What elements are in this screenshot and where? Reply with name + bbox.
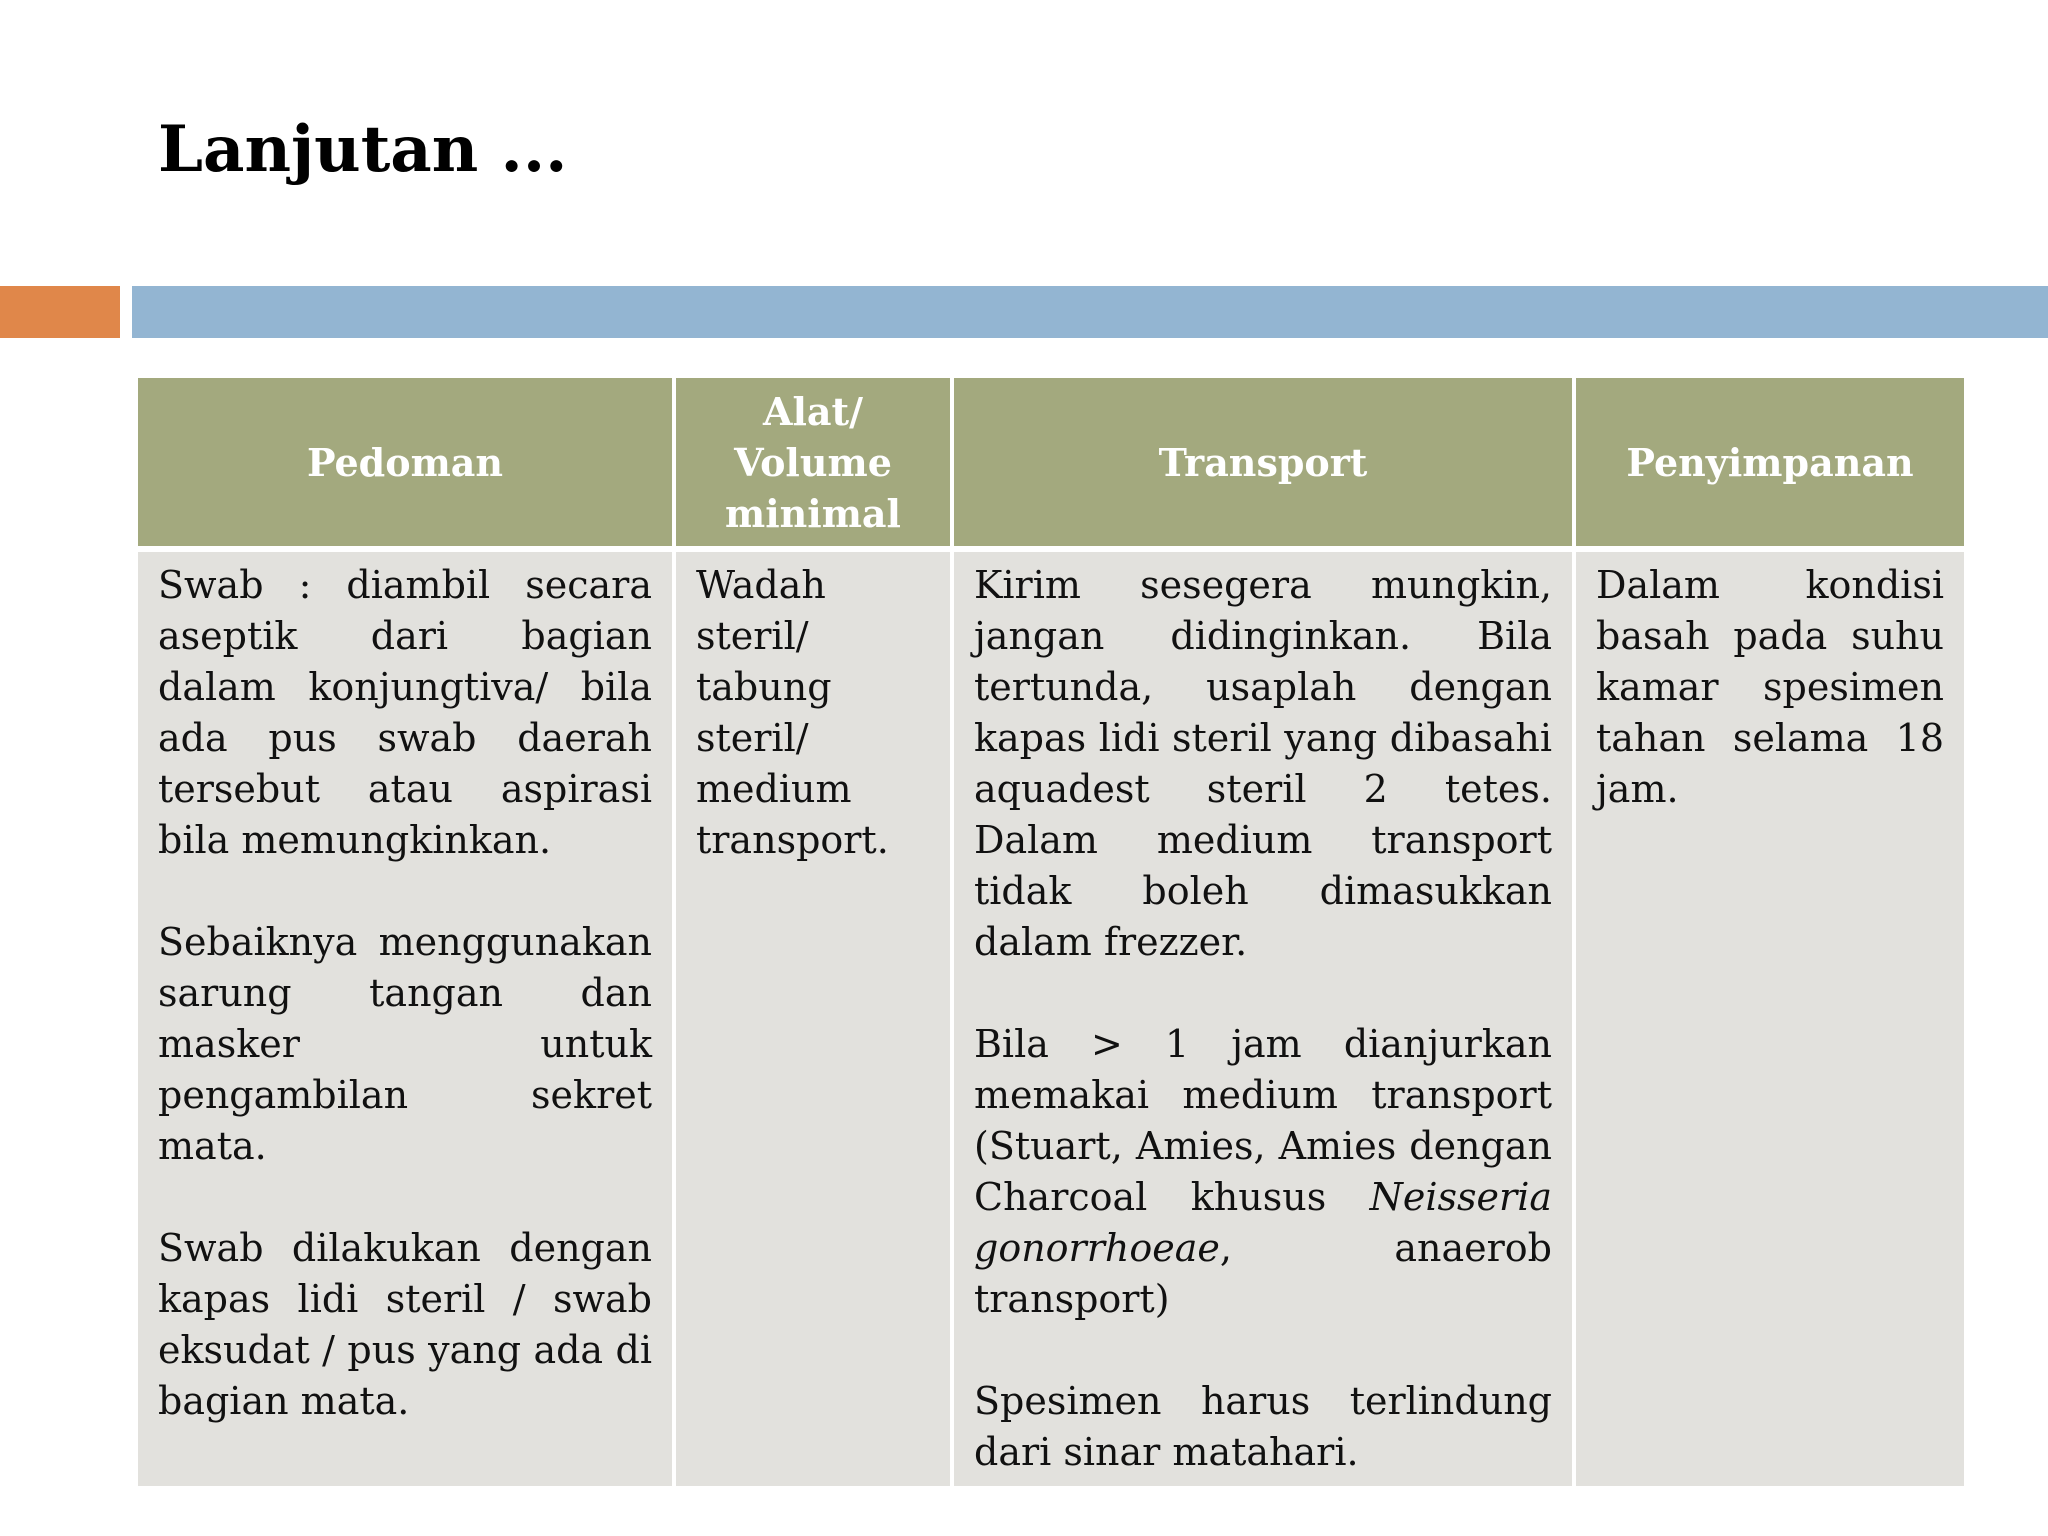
header-alat-line-1: Alat/ xyxy=(763,388,863,434)
guideline-table xyxy=(134,372,1968,1492)
header-alat-volume xyxy=(676,378,950,546)
pedoman-paragraph-2: Sebaiknya menggunakan sarung tangan dan masker untuk pengambilan sekret mata. xyxy=(158,920,652,1168)
accent-bar-orange xyxy=(0,286,120,338)
page-title: Lanjutan ... xyxy=(158,112,568,187)
header-penyimpanan: Penyimpanan xyxy=(1576,378,1964,546)
accent-bar-blue xyxy=(132,286,2048,338)
cell-alat-volume xyxy=(676,552,950,1486)
header-transport: Transport xyxy=(954,378,1572,546)
table-header-row xyxy=(138,378,1964,546)
alat-line-4: steril/ xyxy=(696,716,809,760)
header-alat-line-3: minimal xyxy=(725,490,901,536)
transport-paragraph-3: Spesimen harus terlindung dari sinar matahari. xyxy=(974,1379,1552,1474)
alat-line-2: steril/ xyxy=(696,614,809,658)
guideline-table-container xyxy=(138,378,1964,1486)
header-alat-line-2: Volume xyxy=(734,439,892,485)
cell-penyimpanan xyxy=(1576,552,1964,1486)
alat-line-5: medium xyxy=(696,767,852,811)
transport-p2-text-a: Bila > 1 jam dianjurkan memakai medium transport (Stuart, Amies, Amies dengan Charcoal khusus xyxy=(974,1022,1552,1219)
alat-line-3: tabung xyxy=(696,665,832,709)
alat-line-6: transport. xyxy=(696,818,889,862)
transport-p2-organism: Neisseria gonorrhoeae xyxy=(974,1175,1552,1270)
cell-pedoman xyxy=(138,552,672,1486)
penyimpanan-paragraph: Dalam kondisi basah pada suhu kamar spesimen tahan selama 18 jam. xyxy=(1596,563,1944,811)
transport-paragraph-2 xyxy=(974,1019,1552,1325)
pedoman-paragraph-3: Swab dilakukan dengan kapas lidi steril / swab eksudat / pus yang ada di bagian mata. xyxy=(158,1226,652,1423)
transport-paragraph-1: Kirim sesegera mungkin, jangan didinginkan. Bila tertunda, usaplah dengan kapas lidi steril yang dibasahi aquadest steril 2 tetes. Dalam medium transport tidak boleh dimasukkan dalam frezzer. xyxy=(974,563,1552,964)
cell-transport xyxy=(954,552,1572,1486)
pedoman-paragraph-1: Swab : diambil secara aseptik dari bagian dalam konjungtiva/ bila ada pus swab daerah tersebut atau aspirasi bila memungkinkan. xyxy=(158,563,652,862)
transport-p2-text-b: , anaerob transport) xyxy=(974,1226,1552,1321)
header-pedoman: Pedoman xyxy=(138,378,672,546)
alat-line-1: Wadah xyxy=(696,563,826,607)
table-row xyxy=(138,552,1964,1486)
